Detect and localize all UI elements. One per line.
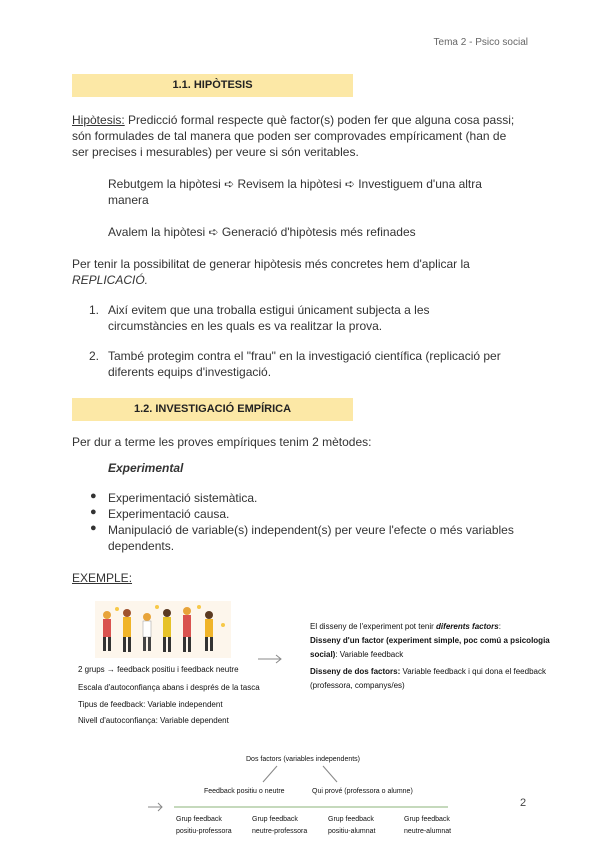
flow-line-1a: Rebutgem la hipòtesi ➪ Revisem la hipòtesi ➪ Investiguem d'una altra xyxy=(108,177,482,191)
numbered-item-1-number: 1. xyxy=(89,303,100,317)
numbered-item-2-line-2: diferents equips d'investigació. xyxy=(108,365,272,379)
page-number: 2 xyxy=(520,797,527,809)
tree-top-label: Dos factors (variables independents) xyxy=(246,756,361,763)
tree-branch-lines xyxy=(255,764,345,784)
person-figure xyxy=(143,613,151,651)
figure-right-line-3b: : Variable feedback xyxy=(335,650,404,659)
replication-line-1: Per tenir la possibilitat de generar hipòtesis més concretes hem d'aplicar la xyxy=(72,257,470,271)
figure-right-line-4a: Disseny de dos factors: xyxy=(310,667,401,676)
figure-right-line-4b: Variable feedback i qui dona el feedback xyxy=(400,667,546,676)
figure-left-line-2: Escala d'autoconfiança abans i després de la tasca xyxy=(78,683,260,692)
bullet-item-3-line-1: Manipulació de variable(s) independent(s) per veure l'efecte o més variables xyxy=(108,523,514,537)
figure-right-line-1 xyxy=(310,622,501,631)
tree-baseline xyxy=(148,800,458,812)
section-heading-hipotesis: 1.1. HIPÒTESIS xyxy=(72,74,353,97)
definition-line-1 xyxy=(72,112,532,129)
tree-leaf-2-line-1: Grup feedback xyxy=(252,816,298,823)
definition-term: Hipòtesis: xyxy=(72,113,125,127)
methods-intro: Per dur a terme les proves empíriques tenim 2 mètodes: xyxy=(72,435,372,449)
figure-right-line-1a: El disseny de l'experiment pot tenir xyxy=(310,622,437,631)
person-figure xyxy=(183,607,191,652)
figure-right-line-1c: : xyxy=(498,622,501,631)
arrow-right-icon xyxy=(258,652,284,664)
numbered-item-1-line-1: Així evitem que una troballa estigui únicament subjecta a les xyxy=(108,303,430,317)
person-figure xyxy=(205,611,213,651)
tree-leaf-1-line-1: Grup feedback xyxy=(176,816,222,823)
bullet-dot: ● xyxy=(90,490,97,502)
definition-line-3: ser precises i mesurables) per veure si són veritables. xyxy=(72,145,359,159)
people-illustration xyxy=(95,601,231,658)
figure-left-line-3: Tipus de feedback: Variable independent xyxy=(78,700,223,709)
definition-text-1: Predicció formal respecte què factor(s) poden fer que alguna cosa passi; xyxy=(124,113,515,127)
page-header-title: Tema 2 - Psico social xyxy=(433,37,528,48)
experimental-label: Experimental xyxy=(108,461,184,475)
definition-line-2: són formulades de tal manera que poden ser comprovades empíricament (han de xyxy=(72,129,507,143)
figure-right-line-2: Disseny d'un factor (experiment simple, poc comú a psicologia xyxy=(310,636,550,645)
tree-right-branch-label: Qui prové (professora o alumne) xyxy=(312,788,413,795)
figure-right-line-4 xyxy=(310,667,546,676)
figure-right-line-1b: diferents factors xyxy=(436,622,499,631)
section-heading-investigacio: 1.2. INVESTIGACIÓ EMPÍRICA xyxy=(72,398,353,421)
tree-left-branch-label: Feedback positiu o neutre xyxy=(204,788,285,795)
tree-leaf-4-line-1: Grup feedback xyxy=(404,816,450,823)
person-figure xyxy=(103,611,111,651)
bullet-dot: ● xyxy=(90,522,97,534)
tree-leaf-3-line-1: Grup feedback xyxy=(328,816,374,823)
flow-line-2: Avalem la hipòtesi ➪ Generació d'hipòtesis més refinades xyxy=(108,225,416,239)
tree-leaf-3-line-2: positiu-alumnat xyxy=(328,828,376,835)
bullet-item-2: Experimentació causa. xyxy=(108,507,230,521)
figure-right-line-3 xyxy=(310,650,403,659)
figure-left-line-1: 2 grups → feedback positiu i feedback neutre xyxy=(78,665,239,674)
bullet-item-3-line-2: dependents. xyxy=(108,539,175,553)
numbered-item-1-line-2: circumstàncies en les quals es va realitzar la prova. xyxy=(108,319,383,333)
person-figure xyxy=(163,609,171,652)
replication-line-2: REPLICACIÓ. xyxy=(72,273,149,287)
figure-right-line-3a: social) xyxy=(310,650,336,659)
person-figure xyxy=(123,609,131,652)
bullet-dot: ● xyxy=(90,506,97,518)
example-label: EXEMPLE: xyxy=(72,571,133,585)
tree-leaf-4-line-2: neutre-alumnat xyxy=(404,828,452,835)
numbered-item-2-line-1: També protegim contra el "frau" en la investigació científica (replicació per xyxy=(108,349,501,363)
figure-right-line-5: (professora, companys/es) xyxy=(310,681,405,690)
tree-leaf-2-line-2: neutre-professora xyxy=(252,828,308,835)
numbered-item-2-number: 2. xyxy=(89,349,100,363)
tree-leaf-1-line-2: positiu-professora xyxy=(176,828,232,835)
flow-line-1b: manera xyxy=(108,193,149,207)
bullet-item-1: Experimentació sistemàtica. xyxy=(108,491,258,505)
figure-left-line-4: Nivell d'autoconfiança: Variable dependent xyxy=(78,716,229,725)
